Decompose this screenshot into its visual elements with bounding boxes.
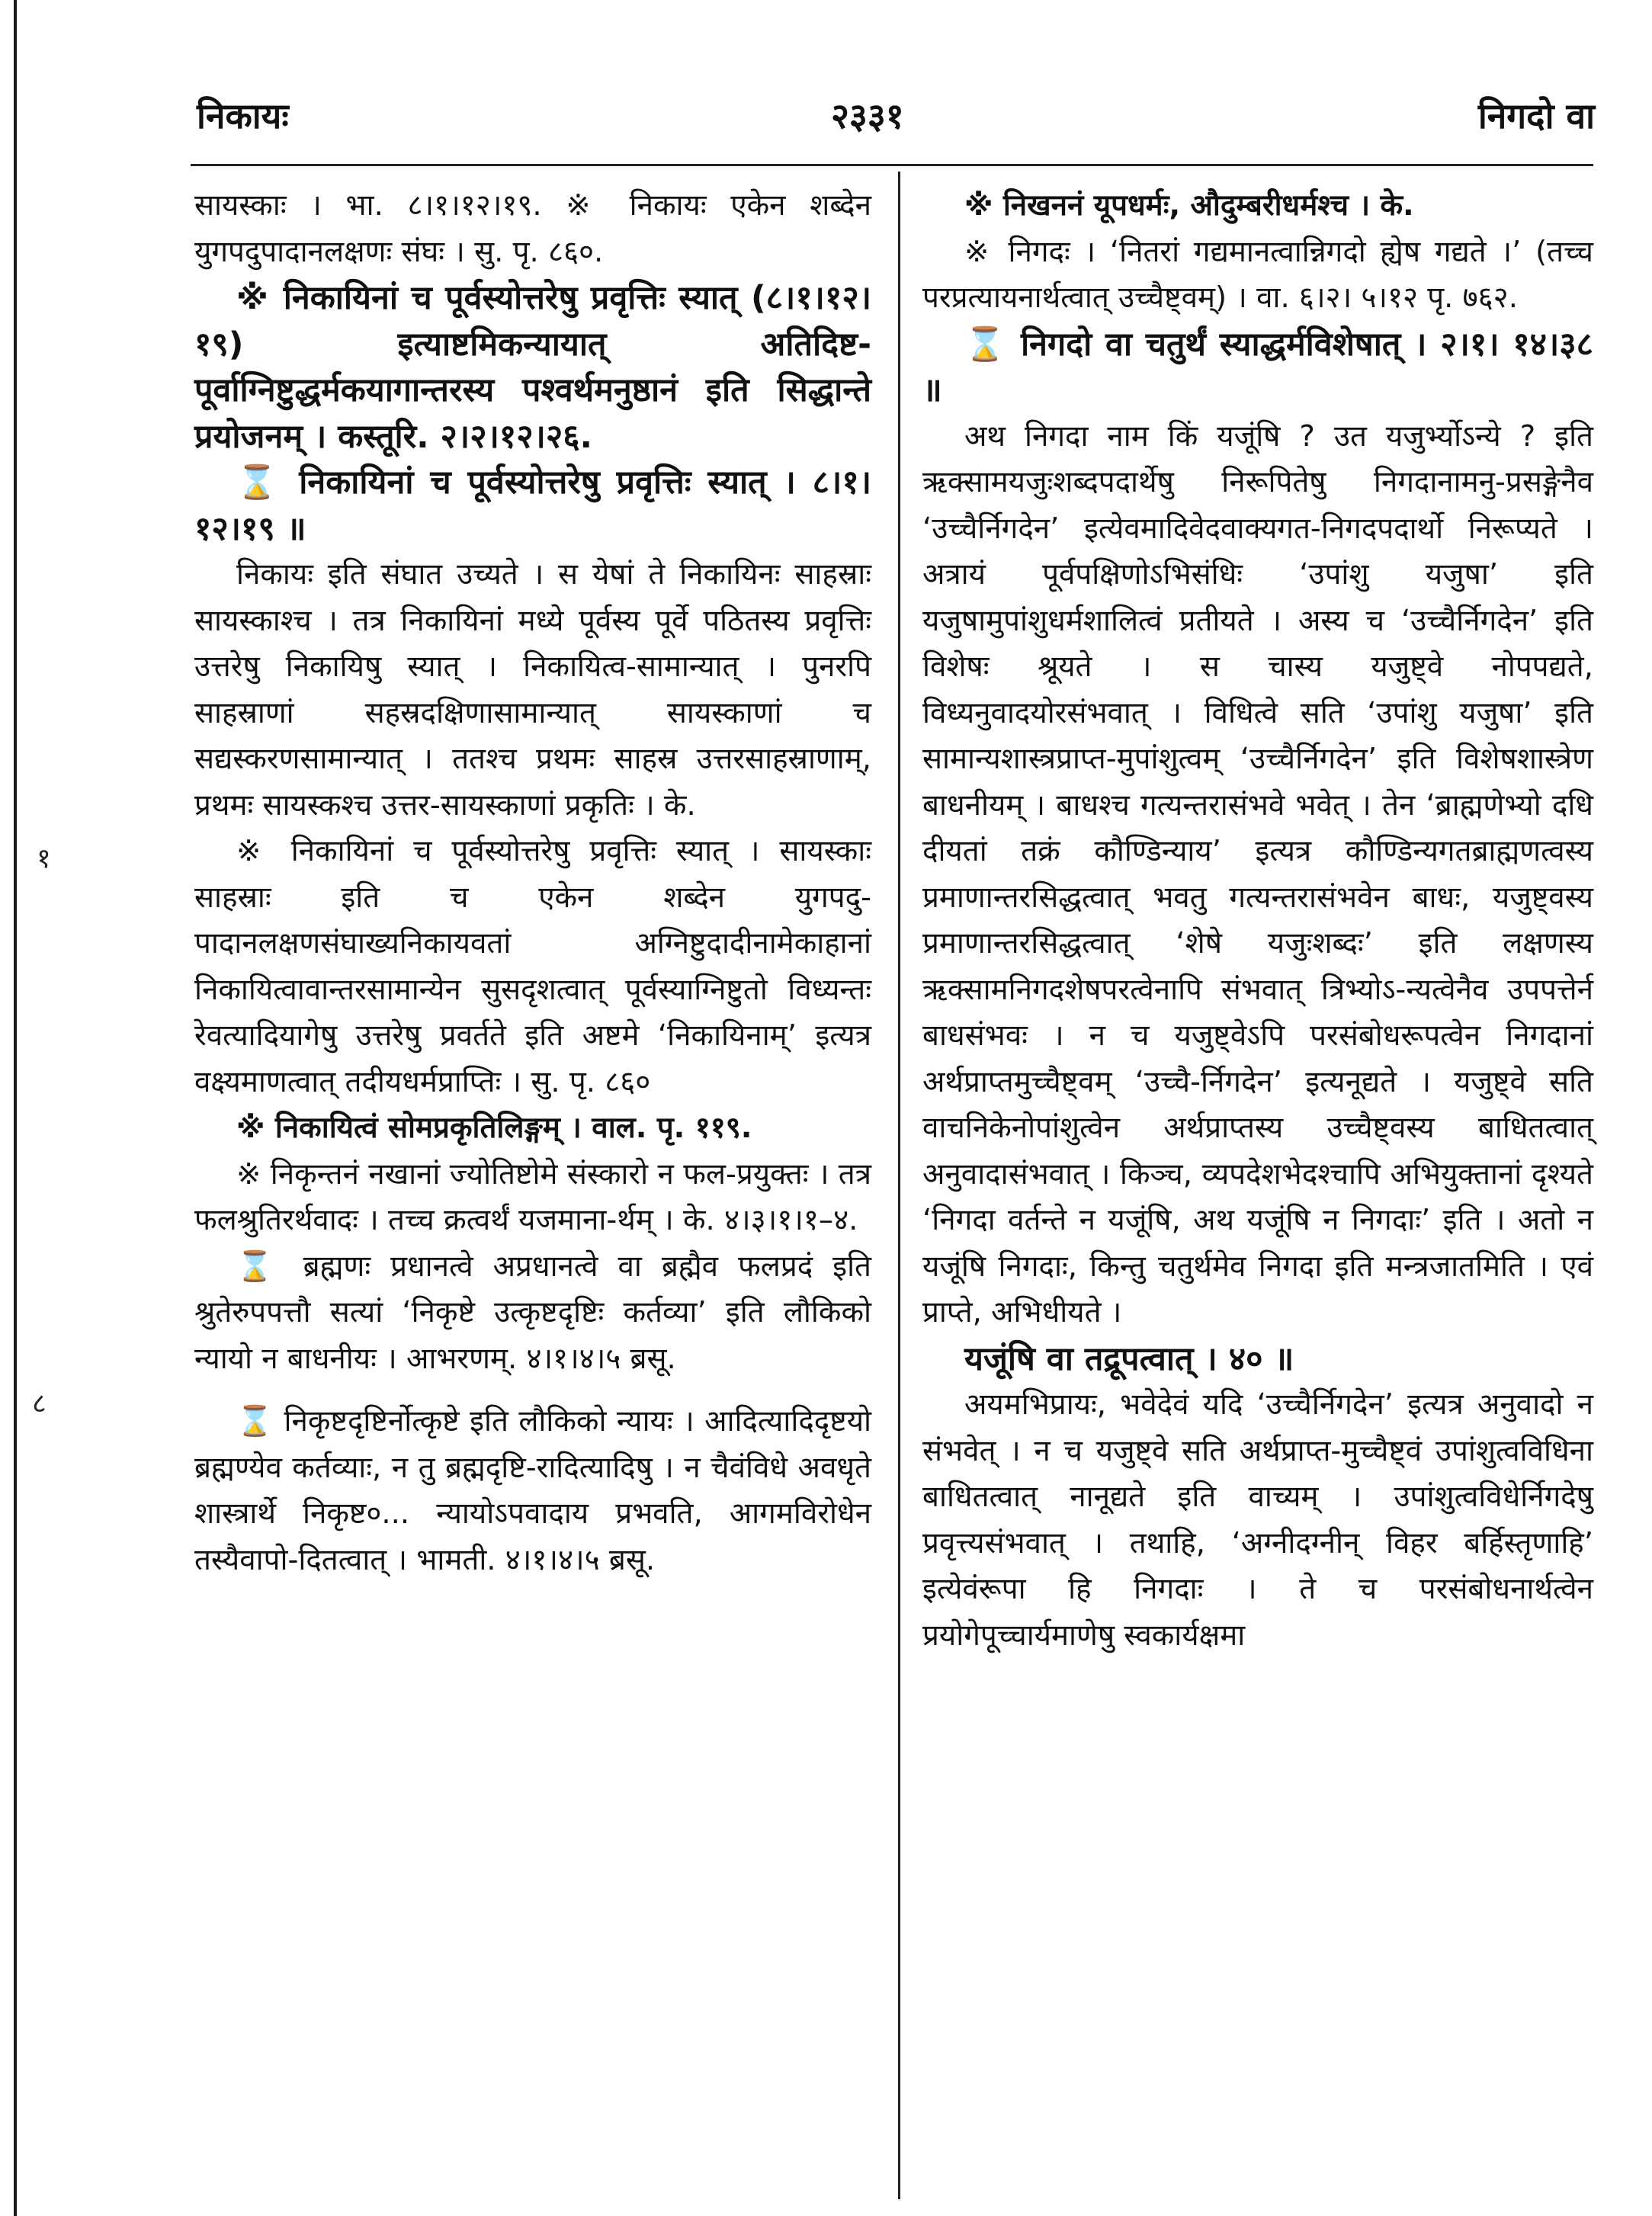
right-heading-1: ⌛ निगदो वा चतुर्थं स्याद्धर्मविशेषात् । २।१। १४।३८ ॥ [922, 325, 1593, 409]
right-para-4: अयमभिप्रायः, भवेदेवं यदि ‘उच्चैर्निगदेन’ इत्यत्र अनुवादो न संभवेत् । न च यजुष्ट्वे सति अर्थप्राप्त-मुच्चैष्ट्वं उपांशुत्वविधिना बाधितत्वात् नानूद्यते इति वाच्यम् । उपांशुत्वविधेर्निगदेषु प्रवृत्त्यसंभवात् । तथाहि, ‘अग्नीदग्नीन् विहर बर्हिस्तृणाहि’ इत्येवंरूपा हि निगदाः । ते च परसंबोधनार्थत्वेन प्रयोगेपूच्चार्यमाणेषु स्वकार्यक्षमा [922, 1387, 1593, 1653]
margin-mark-2: ८ [32, 1388, 47, 1419]
left-para-4: ※ निकायिनां च पूर्वस्योत्तरेषु प्रवृत्तिः स्यात् । सायस्काः साहस्राः इति च एकेन शब्देन युगपदु-पादानलक्षणसंघाख्यनिकायवतां अग्निष्टुदादीनामेकाहानां निकायित्वावान्तरसामान्येन सुसदृशत्वात् पूर्वस्याग्निष्टुतो विध्यन्तः रेवत्यादियागेषु उत्तरेषु प्रवर्तते इति अष्टमे ‘निकायिनाम्’ इत्यत्र वक्ष्यमाणत्वात् तदीयधर्मप्राप्तिः । सु. पृ. ८६० [194, 834, 871, 1099]
right-sutra-heading: यजूंषि वा तद्रूपत्वात् । ४० ॥ [964, 1339, 1294, 1378]
right-column [922, 183, 1593, 1659]
right-para-1: ※ निखननं यूपधर्मः, औदुम्बरीधर्मश्च । के. [964, 188, 1414, 223]
right-para-3: अथ निगदा नाम किं यजूंषि ? उत यजुर्भ्योऽन्ये ? इति ऋक्सामयजुःशब्दपदार्थेषु निरूपितेषु निगदानामनु-प्रसङ्गेनैव ‘उच्चैर्निगदेन’ इत्येवमादिवेदवाक्यगत-निगदपदार्थो निरूप्यते । अत्रायं पूर्वपक्षिणोऽभिसंधिः ‘उपांशु यजुषा’ इति यजुषामुपांशुधर्मशालित्वं प्रतीयते । अस्य च ‘उच्चैर्निगदेन’ इति विशेषः श्रूयते । स चास्य यजुष्ट्वे नोपपद्यते, विध्यनुवादयोरसंभवात् । विधित्वे सति ‘उपांशु यजुषा’ इति सामान्यशास्त्रप्राप्त-मुपांशुत्वम् ‘उच्चैर्निगदेन’ इति विशेषशास्त्रेण बाधनीयम् । बाधश्च गत्यन्तरासंभवे भवेत् । तेन ‘ब्राह्मणेभ्यो दधि दीयतां तक्रं कौण्डिन्याय’ इत्यत्र कौण्डिन्यगतब्राह्मणत्वस्य प्रमाणान्तरसिद्धत्वात् भवतु गत्यन्तरासंभवेन बाधः, यजुष्ट्वस्य प्रमाणान्तरसिद्धत्वात् ‘शेषे यजुःशब्दः’ इति लक्षणस्य ऋक्सामनिगदशेषपरत्वेनापि संभवात् त्रिभ्योऽ-न्यत्वेनैव उपपत्तेर्न बाधसंभवः । न च यजुष्ट्वेऽपि परसंबोधरूपत्वेन निगदानां अर्थप्राप्तमुच्चैष्ट्वम् ‘उच्चै-र्निगदेन’ इत्यनूद्यते । यजुष्ट्वे सति वाचनिकेनोपांशुत्वेन अर्थप्राप्तस्य उच्चैष्ट्वस्य बाधितत्वात् अनुवादासंभवात् । किञ्च, व्यपदेशभेदश्चापि अभियुक्तानां दृश्यते ‘निगदा वर्तन्ते न यजूंषि, अथ यजूंषि न निगदाः’ इति । अतो न यजूंषि निगदाः, किन्तु चतुर्थमेव निगदा इति मन्त्रजातमिति । एवं प्राप्ते, अभिधीयते । [922, 419, 1593, 1329]
page-number: २३३१ [831, 95, 904, 136]
left-para-1: सायस्काः । भा. ८।१।१२।१९. ※ निकायः एकेन शब्देन युगपदुपादानलक्षणः संघः । सु. पृ. ८६०. [194, 188, 871, 269]
left-heading-1: ⌛ निकायिनां च पूर्वस्योत्तरेषु प्रवृत्तिः स्यात् । ८।१।१२।१९ ॥ [194, 463, 871, 548]
scan-edge [14, 0, 17, 2216]
left-para-6: ※ निकृन्तनं नखानां ज्योतिष्टोमे संस्कारो न फल-प्रयुक्तः । तत्र फलश्रुतिरर्थवादः । तच्च क्रत्वर्थं यजमाना-र्थम् । के. ४।३।१।१–४. [194, 1156, 871, 1237]
left-para-3: निकायः इति संघात उच्यते । स येषां ते निकायिनः साहस्राः सायस्काश्च । तत्र निकायिनां मध्ये पूर्वस्य पूर्वे पठितस्य प्रवृत्तिः उत्तरेषु निकायिषु स्यात् । निकायित्व-सामान्यात् । पुनरपि साहस्राणां सहस्रदक्षिणासामान्यात् सायस्काणां च सद्यस्करणसामान्यात् । ततश्च प्रथमः साहस्र उत्तरसाहस्राणाम्, प्रथमः सायस्कश्च उत्तर-सायस्काणां प्रकृतिः । के. [194, 557, 871, 823]
header-left-title: निकायः [197, 95, 289, 136]
page-header [0, 91, 1652, 152]
left-para-5: ※ निकायित्वं सोमप्रकृतिलिङ्गम् । वाल. पृ. ११९. [236, 1111, 752, 1145]
left-para-8: ⌛ निकृष्टदृष्टिर्नोत्कृष्टे इति लौकिको न्यायः । आदित्यादिदृष्टयो ब्रह्मण्येव कर्तव्याः, न तु ब्रह्मदृष्टि-रादित्यादिषु । न चैवंविधे अवधृते शास्त्रार्थे निकृष्ट०... न्यायोऽपवादाय प्रभवति, आगमविरोधेन तस्यैवापो-दितत्वात् । भामती. ४।१।४।५ ब्रसू. [194, 1404, 871, 1577]
header-right-title: निगदो वा [1477, 95, 1595, 136]
left-column [194, 183, 871, 1583]
margin-mark-1: १ [37, 843, 51, 874]
left-para-2: ※ निकायिनां च पूर्वस्योत्तरेषु प्रवृत्तिः स्यात् (८।१।१२।१९) इत्याष्टमिकन्यायात् अतिदिष्ट-पूर्वाग्निष्टुद्धर्मकयागान्तरस्य पश्वर्थमनुष्ठानं इति सिद्धान्ते प्रयोजनम् । कस्तूरि. २।२।१२।२६. [194, 279, 871, 456]
header-rule [191, 164, 1593, 166]
column-divider [898, 172, 900, 2199]
left-para-7: ⌛ ब्रह्मणः प्रधानत्वे अप्रधानत्वे वा ब्रह्मैव फलप्रदं इति श्रुतेरुपपत्तौ सत्यां ‘निकृष्टे उत्कृष्टदृष्टिः कर्तव्या’ इति लौकिको न्यायो न बाधनीयः । आभरणम्. ४।१।४।५ ब्रसू. [194, 1249, 871, 1376]
right-para-2: ※ निगदः । ‘नितरां गद्यमानत्वान्निगदो ह्येष गद्यते ।’ (तच्च परप्रत्यायनार्थत्वात् उच्चैष्ट्वम्) । वा. ६।२। ५।१२ पृ. ७६२. [922, 234, 1593, 315]
